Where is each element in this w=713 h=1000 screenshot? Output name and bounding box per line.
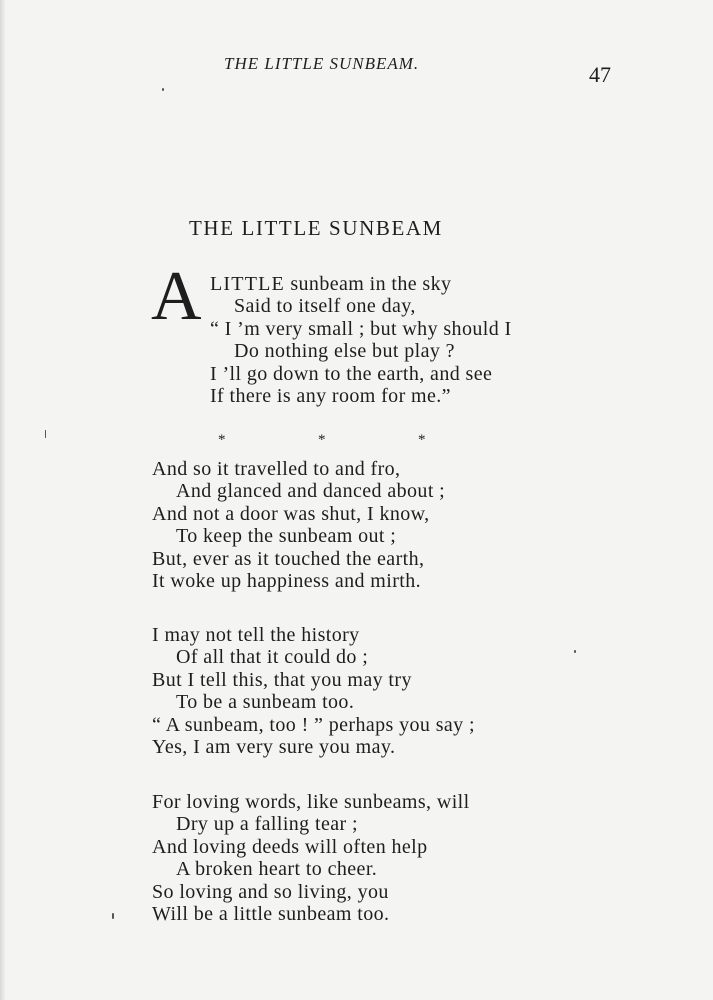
poem-line: “ A sunbeam, too ! ” perhaps you say ;	[152, 713, 475, 736]
poem-line: And so it travelled to and fro,	[152, 458, 401, 480]
running-head: THE LITTLE SUNBEAM.	[224, 54, 420, 73]
poem-line: So loving and so living, you	[152, 880, 389, 903]
paper-speck	[45, 430, 46, 438]
paper-speck	[112, 913, 114, 919]
page-number: 47	[589, 62, 611, 87]
poem-line: I may not tell the history	[152, 624, 360, 646]
paper-speck	[574, 650, 576, 653]
ornament-star: *	[218, 432, 226, 448]
poem-line: And glanced and danced about ;	[176, 480, 446, 503]
poem-line: But, ever as it touched the earth,	[152, 547, 425, 570]
poem-line: A broken heart to cheer.	[176, 858, 378, 881]
poem-line: I ’ll go down to the earth, and see	[210, 362, 493, 385]
poem-line: And loving deeds will often help	[152, 835, 428, 858]
poem-line: Said to itself one day,	[234, 295, 416, 318]
poem-line: If there is any room for me.”	[210, 384, 451, 407]
ornament-star: *	[318, 432, 326, 448]
poem-line: But I tell this, that you may try	[152, 668, 412, 691]
poem-line: Of all that it could do ;	[176, 646, 369, 669]
poem-line: “ I ’m very small ; but why should I	[210, 317, 512, 340]
poem-line: And not a door was shut, I know,	[152, 502, 430, 525]
stanza-3	[152, 624, 475, 758]
poem-line: Will be a little sunbeam too.	[152, 902, 390, 925]
poem-line: Dry up a falling tear ;	[176, 813, 358, 836]
section-ornament	[218, 432, 438, 452]
poem-line: To keep the sunbeam out ;	[176, 525, 397, 548]
opening-line-rest: sunbeam in the sky	[284, 273, 452, 295]
poem-line: To be a sunbeam too.	[176, 691, 355, 714]
paper-speck	[162, 88, 164, 91]
stanza-2	[152, 458, 445, 592]
poem-title: THE LITTLE SUNBEAM	[189, 216, 443, 240]
stanza-4	[152, 791, 470, 925]
poem-line	[210, 273, 512, 295]
page-gutter-shadow	[0, 0, 6, 1000]
poem-line: Yes, I am very sure you may.	[152, 735, 396, 758]
drop-cap: A	[151, 258, 202, 335]
opening-word: LITTLE	[210, 273, 285, 295]
stanza-1	[210, 273, 512, 407]
poem-line: It woke up happiness and mirth.	[152, 569, 422, 592]
poem-line: For loving words, like sunbeams, will	[152, 791, 470, 813]
poem-line: Do nothing else but play ?	[234, 340, 455, 363]
ornament-star: *	[418, 432, 426, 448]
